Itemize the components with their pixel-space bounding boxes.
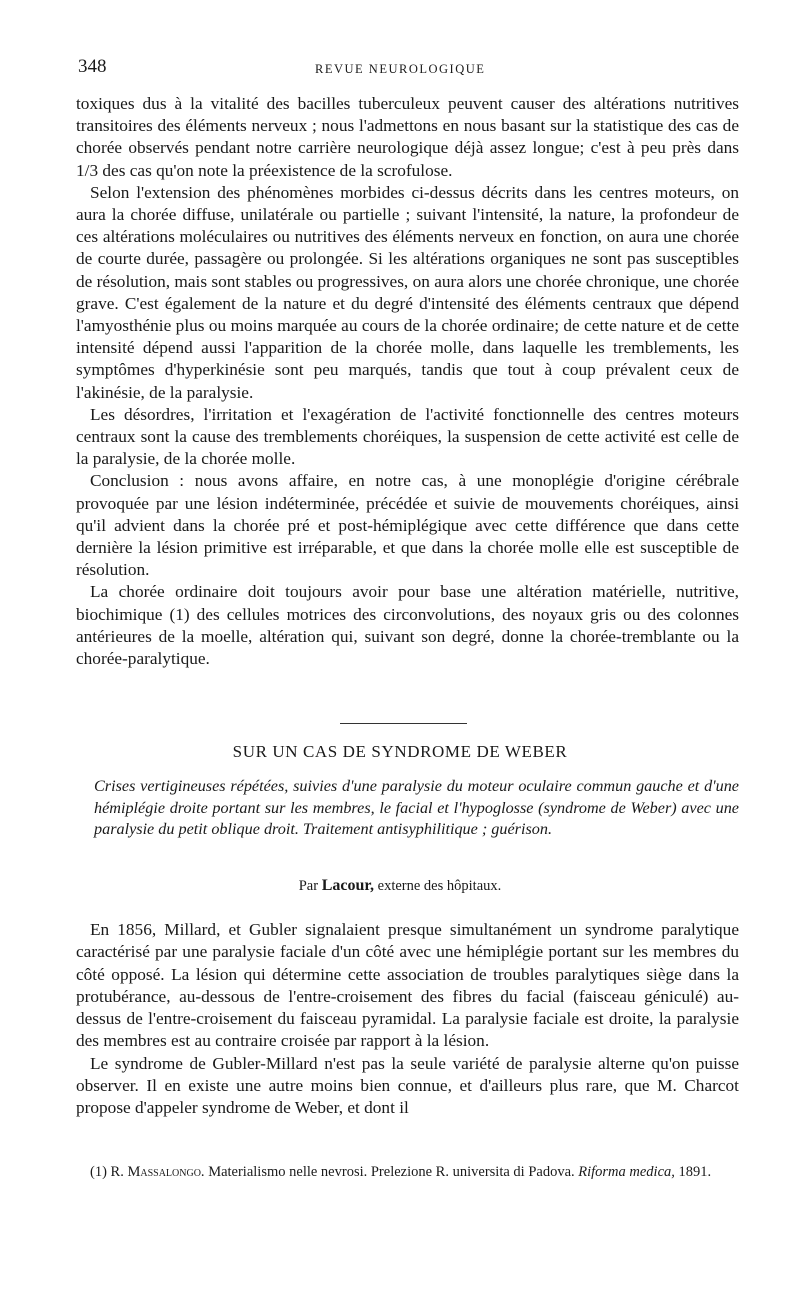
paragraph: Selon l'extension des phénomènes morbides ci-dessus décrits dans les centres moteurs, on aura la chorée diffuse, unilatérale ou partielle ; suivant l'intensité, la nature, la profondeur de ces altérations moléculaires ou nutritives des éléments nerveux en fonction, on aura une chorée de courte durée, passagère ou prolongée. Si les altérations organiques ne sont pas susceptibles de résolution, mais sont stables ou progressives, on aura alors une chorée chronique, une chorée grave. C'est également de la nature et du degré d'intensité des éléments centraux que dépend l'amyosthénie plus ou moins marquée au cours de la chorée ordinaire; de cette nature et de cette intensité dépend aussi l'apparition de la chorée molle, dans laquelle les tremblements, les symptômes d'hyperkinésie sont peu marqués, tandis que tout à coup prévalent ceux de l'akinésie, de la paralysie. bbox=[76, 182, 739, 402]
byline-affiliation: externe des hôpitaux. bbox=[377, 878, 502, 894]
paragraph: toxiques dus à la vitalité des bacilles tuberculeux peuvent causer des altérations nutritives transitoires des éléments nerveux ; nous l'admettons en nous basant sur la statistique des cas de chorée observés pendant notre carrière neurologique déjà assez longue; c'est à peu près dans 1/3 des cas qu'on note la préexistence de la scrofulose. bbox=[76, 94, 739, 180]
byline-prefix: Par bbox=[298, 878, 319, 894]
footnote-text bbox=[76, 1162, 739, 1183]
running-head: REVUE NEUROLOGIQUE bbox=[315, 62, 486, 76]
article-subtitle bbox=[76, 776, 739, 841]
paragraph: Le syndrome de Gubler-Millard n'est pas la seule variété de paralysie alterne qu'on puisse observer. Il en existe une autre moins bien connue, et d'ailleurs plus rare, que M. Charcot propose d'appeler syndrome de Weber, et dont il bbox=[76, 1053, 739, 1118]
byline bbox=[0, 877, 800, 895]
body-text bbox=[76, 93, 739, 670]
page-header bbox=[78, 56, 738, 80]
paragraph: La chorée ordinaire doit toujours avoir pour base une altération matérielle, nutritive, biochimique (1) des cellules motrices des circonvolutions, des noyaux gris ou des colonnes antérieures de la moelle, altération qui, suivant son degré, donne la chorée-tremblante ou la chorée-paralytique. bbox=[76, 582, 739, 669]
footnote-marker: (1) R. bbox=[90, 1164, 124, 1180]
footnote-author: Massalongo. bbox=[127, 1164, 205, 1180]
article-body bbox=[76, 919, 739, 1120]
author-name: Lacour, bbox=[321, 877, 375, 894]
section-divider bbox=[340, 723, 467, 724]
paragraph: Conclusion : nous avons affaire, en notre cas, à une monoplégie d'origine cérébrale provoquée par une lésion indéterminée, précédée et suivie de mouvements choréiques, ainsi qu'il advient dans la chorée pré et post-hémiplégique avec cette différence que dans cette dernière la lésion primitive est irréparable, et que dans la chorée molle elle est susceptible de résolution. bbox=[76, 471, 739, 580]
page-number: 348 bbox=[78, 56, 107, 77]
footnote-year: 1891. bbox=[678, 1164, 712, 1180]
article-subtitle-text: Crises vertigineuses répétées, suivies d'une paralysie du moteur oculaire commun gauche et d'une hémiplégie droite portant sur les membres, le facial et l'hypoglosse (syndrome de Weber) avec une paralysie du petit oblique droit. Traitement antisyphilitique ; guérison. bbox=[94, 777, 739, 839]
footnote-title: Materialismo nelle nevrosi. Prelezione R. universita di Padova. bbox=[208, 1164, 575, 1180]
paragraph: Les désordres, l'irritation et l'exagération de l'activité fonctionnelle des centres moteurs centraux sont la cause des tremblements choréiques, la suspension de cette activité est celle de la paralysie, de la chorée molle. bbox=[76, 404, 739, 469]
paragraph: En 1856, Millard, et Gubler signalaient presque simultanément un syndrome paralytique caractérisé par une paralysie faciale d'un côté avec une hémiplégie portant sur les membres du côté opposé. La lésion qui détermine cette association de troubles paralytiques siège dans la protubérance, au-dessous de l'entre-croisement des fibres du facial (faisceau géniculé) au-dessus de l'entre-croisement du faisceau pyramidal. La paralysie faciale est droite, la paralysie des membres est au contraire croisée par rapport à la lésion. bbox=[76, 920, 739, 1051]
article-title: SUR UN CAS DE SYNDROME DE WEBER bbox=[232, 742, 568, 761]
footnote-journal: Riforma medica, bbox=[578, 1164, 675, 1180]
footnote bbox=[76, 1162, 739, 1183]
